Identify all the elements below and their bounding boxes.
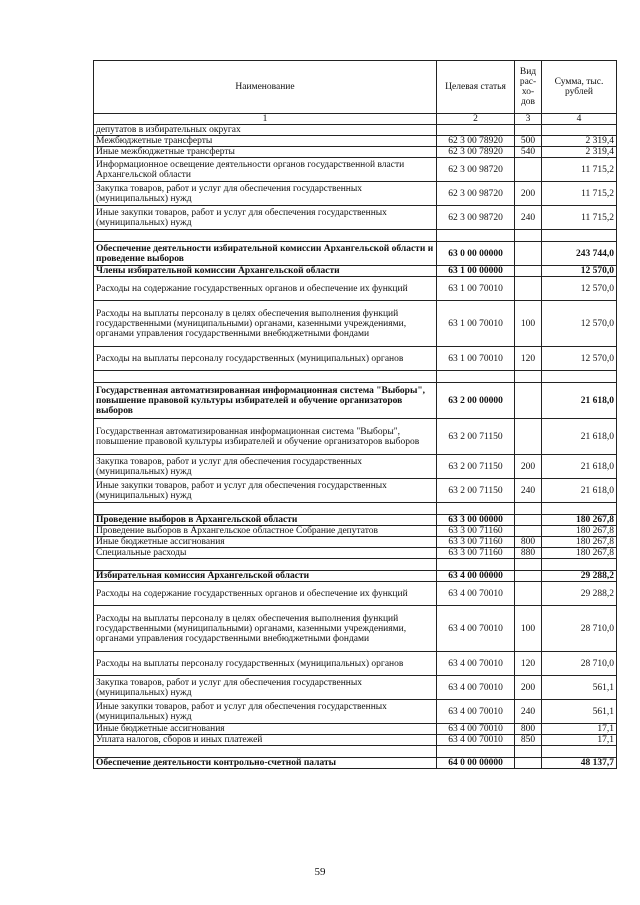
colnum-3: 3 (515, 114, 542, 125)
empty-cell (437, 230, 515, 242)
empty-cell (515, 503, 542, 515)
row-vid (515, 125, 542, 136)
row-name: Избирательная комиссия Архангельской области (94, 571, 437, 582)
table-row (94, 758, 617, 769)
table-row (94, 455, 617, 479)
row-code: 63 4 00 70010 (437, 582, 515, 606)
empty-cell (437, 746, 515, 758)
row-sum: 21 618,0 (542, 455, 617, 479)
table-row (94, 277, 617, 301)
empty-cell (437, 371, 515, 383)
table-row (94, 242, 617, 266)
row-vid: 880 (515, 548, 542, 559)
table-row (94, 419, 617, 455)
table-row (94, 735, 617, 746)
row-sum: 21 618,0 (542, 383, 617, 419)
row-code: 63 4 00 70010 (437, 676, 515, 700)
row-name: Информационное освещение деятельности органов государственной власти Архангельской области (94, 158, 437, 182)
row-vid: 800 (515, 537, 542, 548)
table-row (94, 724, 617, 735)
table-row (94, 559, 617, 571)
row-vid (515, 526, 542, 537)
colnum-2: 2 (437, 114, 515, 125)
row-name: Государственная автоматизированная информационная система "Выборы", повышение правовой культуры избирателей и обучение организаторов выборов (94, 419, 437, 455)
row-vid (515, 383, 542, 419)
table-row (94, 700, 617, 724)
row-sum: 243 744,0 (542, 242, 617, 266)
row-code: 63 3 00 00000 (437, 515, 515, 526)
row-sum: 12 570,0 (542, 266, 617, 277)
row-code: 63 1 00 70010 (437, 301, 515, 347)
empty-cell (94, 230, 437, 242)
row-code: 63 2 00 00000 (437, 383, 515, 419)
row-vid (515, 515, 542, 526)
table-row (94, 266, 617, 277)
empty-cell (542, 230, 617, 242)
row-sum: 28 710,0 (542, 652, 617, 676)
row-code: 63 4 00 70010 (437, 735, 515, 746)
table-row (94, 383, 617, 419)
header-code: Целевая статья (437, 61, 515, 114)
empty-cell (94, 371, 437, 383)
header-name: Наименование (94, 61, 437, 114)
row-code: 63 2 00 71150 (437, 419, 515, 455)
row-code: 63 1 00 00000 (437, 266, 515, 277)
colnum-1: 1 (94, 114, 437, 125)
table-row (94, 347, 617, 371)
row-code: 63 4 00 70010 (437, 652, 515, 676)
header-sum: Сумма, тыс. рублей (542, 61, 617, 114)
empty-cell (515, 230, 542, 242)
row-vid (515, 582, 542, 606)
empty-cell (542, 746, 617, 758)
row-code: 63 3 00 71160 (437, 526, 515, 537)
table-header-row (94, 61, 617, 114)
empty-cell (542, 503, 617, 515)
row-sum: 11 715,2 (542, 158, 617, 182)
row-vid: 100 (515, 606, 542, 652)
empty-cell (94, 746, 437, 758)
row-name: Члены избирательной комиссии Архангельской области (94, 266, 437, 277)
row-name: Иные межбюджетные трансферты (94, 147, 437, 158)
row-vid: 100 (515, 301, 542, 347)
row-vid: 200 (515, 676, 542, 700)
empty-cell (437, 559, 515, 571)
row-name: Расходы на содержание государственных органов и обеспечение их функций (94, 582, 437, 606)
row-sum: 11 715,2 (542, 182, 617, 206)
row-code: 62 3 00 78920 (437, 136, 515, 147)
row-code: 62 3 00 98720 (437, 206, 515, 230)
row-name: Расходы на выплаты персоналу в целях обеспечения выполнения функций государственными (муниципальными) органами, казенными учреждениями, органами управления государственными внебюджетными фондами (94, 301, 437, 347)
row-name: Проведение выборов в Архангельское областное Собрание депутатов (94, 526, 437, 537)
table-row (94, 571, 617, 582)
row-code: 63 3 00 71160 (437, 548, 515, 559)
table-row (94, 746, 617, 758)
row-name: Государственная автоматизированная информационная система "Выборы", повышение правовой культуры избирателей и обучение организаторов выборов (94, 383, 437, 419)
header-vid: Вид рас- хо- дов (515, 61, 542, 114)
empty-cell (515, 559, 542, 571)
row-sum: 29 288,2 (542, 571, 617, 582)
row-code: 63 3 00 71160 (437, 537, 515, 548)
row-sum: 12 570,0 (542, 347, 617, 371)
row-code: 63 4 00 70010 (437, 606, 515, 652)
row-sum: 180 267,8 (542, 515, 617, 526)
row-sum: 28 710,0 (542, 606, 617, 652)
row-name: Закупка товаров, работ и услуг для обеспечения государственных (муниципальных) нужд (94, 676, 437, 700)
row-code: 63 2 00 71150 (437, 455, 515, 479)
row-code: 63 4 00 70010 (437, 700, 515, 724)
table-row (94, 537, 617, 548)
page-number: 59 (314, 866, 326, 878)
row-sum: 29 288,2 (542, 582, 617, 606)
row-name: Закупка товаров, работ и услуг для обеспечения государственных (муниципальных) нужд (94, 182, 437, 206)
table-row (94, 206, 617, 230)
table-body (94, 125, 617, 769)
empty-cell (542, 371, 617, 383)
table-row (94, 147, 617, 158)
table-row (94, 606, 617, 652)
row-vid: 120 (515, 652, 542, 676)
row-sum: 2 319,4 (542, 147, 617, 158)
row-vid: 850 (515, 735, 542, 746)
row-sum: 11 715,2 (542, 206, 617, 230)
row-sum: 180 267,8 (542, 526, 617, 537)
table-row (94, 526, 617, 537)
row-name: Межбюджетные трансферты (94, 136, 437, 147)
column-number-row (94, 114, 617, 125)
row-code: 63 4 00 00000 (437, 571, 515, 582)
row-vid: 240 (515, 700, 542, 724)
table-row (94, 301, 617, 347)
row-sum (542, 125, 617, 136)
table-row (94, 182, 617, 206)
table-row (94, 371, 617, 383)
row-vid: 240 (515, 479, 542, 503)
table-row (94, 230, 617, 242)
row-code: 63 4 00 70010 (437, 724, 515, 735)
row-vid: 200 (515, 455, 542, 479)
table-row (94, 158, 617, 182)
row-code: 63 1 00 70010 (437, 347, 515, 371)
row-sum: 561,1 (542, 676, 617, 700)
row-name: Специальные расходы (94, 548, 437, 559)
table-row (94, 479, 617, 503)
row-vid (515, 277, 542, 301)
row-vid: 540 (515, 147, 542, 158)
row-vid (515, 571, 542, 582)
row-vid: 200 (515, 182, 542, 206)
row-name: Иные закупки товаров, работ и услуг для обеспечения государственных (муниципальных) нужд (94, 206, 437, 230)
row-name: Расходы на содержание государственных органов и обеспечение их функций (94, 277, 437, 301)
table-row (94, 136, 617, 147)
row-sum: 17,1 (542, 735, 617, 746)
row-name: Обеспечение деятельности избирательной комиссии Архангельской области и проведение выборов (94, 242, 437, 266)
row-code: 62 3 00 98720 (437, 158, 515, 182)
empty-cell (94, 503, 437, 515)
row-vid: 500 (515, 136, 542, 147)
row-code: 63 1 00 70010 (437, 277, 515, 301)
table-row (94, 548, 617, 559)
row-vid (515, 419, 542, 455)
row-name: Иные бюджетные ассигнования (94, 724, 437, 735)
row-sum: 12 570,0 (542, 301, 617, 347)
row-name: Расходы на выплаты персоналу государственных (муниципальных) органов (94, 347, 437, 371)
table-row (94, 515, 617, 526)
row-code: 63 2 00 71150 (437, 479, 515, 503)
row-name: Закупка товаров, работ и услуг для обеспечения государственных (муниципальных) нужд (94, 455, 437, 479)
row-vid: 120 (515, 347, 542, 371)
row-sum: 180 267,8 (542, 548, 617, 559)
table-row (94, 582, 617, 606)
empty-cell (94, 559, 437, 571)
row-code: 63 0 00 00000 (437, 242, 515, 266)
row-sum: 561,1 (542, 700, 617, 724)
row-name: депутатов в избирательных округах (94, 125, 437, 136)
row-name: Иные закупки товаров, работ и услуг для обеспечения государственных (муниципальных) нужд (94, 700, 437, 724)
empty-cell (437, 503, 515, 515)
row-vid (515, 266, 542, 277)
row-name: Проведение выборов в Архангельской области (94, 515, 437, 526)
table-row (94, 676, 617, 700)
row-name: Обеспечение деятельности контрольно-счетной палаты (94, 758, 437, 769)
row-name: Расходы на выплаты персоналу государственных (муниципальных) органов (94, 652, 437, 676)
row-name: Расходы на выплаты персоналу в целях обеспечения выполнения функций государственными (муниципальными) органами, казенными учреждениями, органами управления государственными внебюджетными фондами (94, 606, 437, 652)
row-code: 62 3 00 78920 (437, 147, 515, 158)
row-name: Иные бюджетные ассигнования (94, 537, 437, 548)
row-name: Уплата налогов, сборов и иных платежей (94, 735, 437, 746)
empty-cell (542, 559, 617, 571)
table-row (94, 125, 617, 136)
row-sum: 2 319,4 (542, 136, 617, 147)
table-row (94, 652, 617, 676)
row-name: Иные закупки товаров, работ и услуг для обеспечения государственных (муниципальных) нужд (94, 479, 437, 503)
row-code: 64 0 00 00000 (437, 758, 515, 769)
row-sum: 12 570,0 (542, 277, 617, 301)
row-vid: 800 (515, 724, 542, 735)
row-sum: 180 267,8 (542, 537, 617, 548)
row-vid (515, 758, 542, 769)
colnum-4: 4 (542, 114, 617, 125)
budget-table (93, 60, 617, 769)
row-sum: 17,1 (542, 724, 617, 735)
row-sum: 48 137,7 (542, 758, 617, 769)
row-vid (515, 242, 542, 266)
row-sum: 21 618,0 (542, 419, 617, 455)
row-code: 62 3 00 98720 (437, 182, 515, 206)
table-row (94, 503, 617, 515)
empty-cell (515, 746, 542, 758)
row-vid: 240 (515, 206, 542, 230)
empty-cell (515, 371, 542, 383)
row-code (437, 125, 515, 136)
row-vid (515, 158, 542, 182)
row-sum: 21 618,0 (542, 479, 617, 503)
